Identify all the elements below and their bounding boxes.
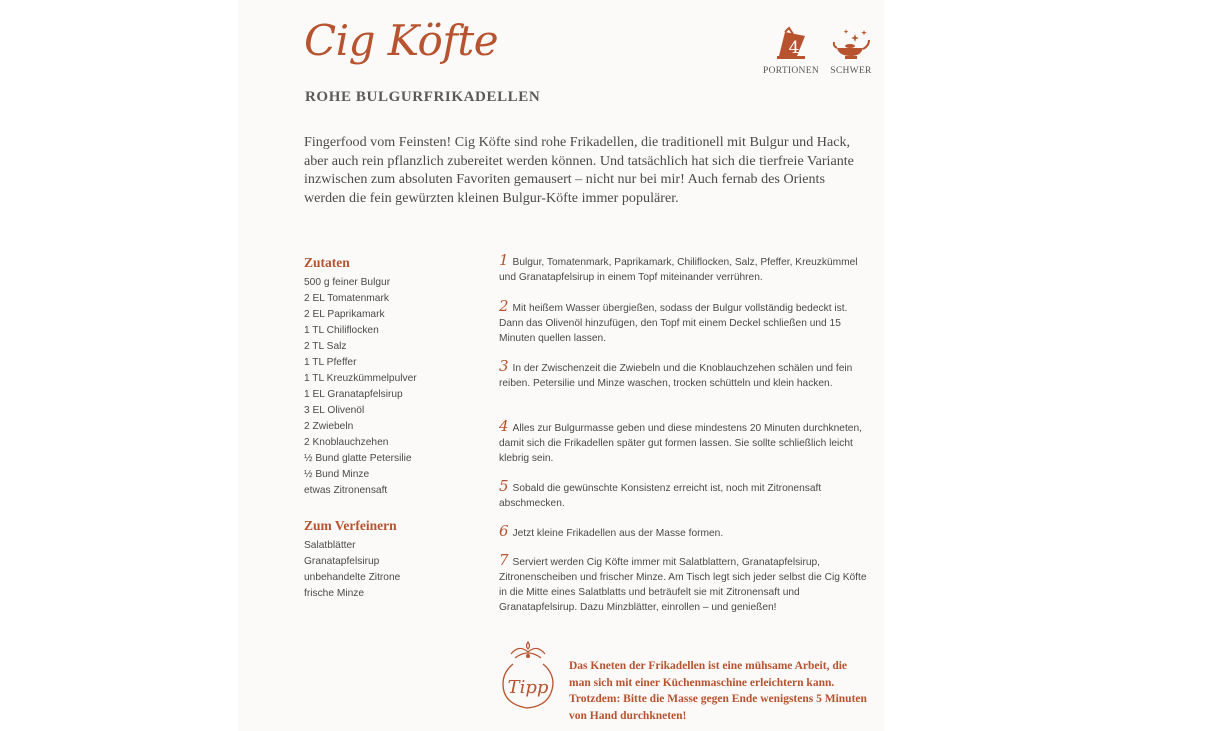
step-text: Mit heißem Wasser übergießen, sodass der Bulgur vollständig bedeckt ist. Dann das Olivenöl hinzufügen, den Topf mit einem Deckel schließen und 15 Minuten quellen lassen. [499,303,848,344]
ingredient-item: 1 TL Pfeffer [304,357,357,368]
step-text: Serviert werden Cig Köfte immer mit Salatblattern, Granatapfelsirup, Zitronenscheiben und frischer Minze. Am Tisch legt sich jeder selbst die Cig Köfte in die Mitte eines Salatblatts und beträufelt sie mit Zitronensaft und Granatapfelsirup. Dazu Minzblätter, einrollen – und genießen! [499,557,867,613]
ingredient-item: 1 EL Granatapfelsirup [304,389,403,400]
step-number: 7 [499,551,509,569]
difficulty-badge [821,26,881,76]
refine-item: frische Minze [304,588,365,599]
refine-item: Salatblätter [304,540,356,551]
ingredient-item: 2 Zwiebeln [304,421,354,432]
ingredient-item: 3 EL Olivenöl [304,405,365,416]
refine-list [304,538,400,602]
servings-badge [761,26,821,76]
ingredient-item: 2 EL Tomatenmark [304,293,389,304]
recipe-title: Cig Köfte [304,16,499,65]
step-item [499,253,871,285]
step-number: 1 [499,251,509,269]
step-item [499,299,871,346]
ingredient-item: 2 TL Salz [304,341,347,352]
ingredient-item: 500 g feiner Bulgur [304,277,391,288]
tipp-text: Das Kneten der Frikadellen ist eine mühsame Arbeit, die man sich mit einer Küchenmaschine erleichtern kann. Trotzdem: Bitte die Masse gegen Ende wenigstens 5 Minuten von Hand durchkneten! [569,660,867,722]
ingredient-item: ½ Bund Minze [304,469,370,480]
step-number: 2 [499,297,509,315]
tipp-label: Tipp [507,677,549,698]
servings-hat-icon [771,26,811,64]
step-item [499,419,871,466]
tipp-ornament-icon [497,638,559,712]
ingredients-list [304,275,417,499]
step-number: 4 [499,417,509,435]
step-item [499,479,871,511]
ingredient-item: etwas Zitronensaft [304,485,388,496]
servings-label: PORTIONEN [763,66,819,76]
ingredient-item: 2 EL Paprikamark [304,309,385,320]
step-item [499,524,871,541]
ingredient-item: 1 TL Chiliflocken [304,325,379,336]
step-text: Alles zur Bulgurmasse geben und diese mindestens 20 Minuten durchkneten, damit sich die Frikadellen später gut formen lassen. Sie sollte schließlich leicht klebrig sein. [499,423,862,464]
ingredient-item: 1 TL Kreuzkümmelpulver [304,373,417,384]
difficulty-label: SCHWER [830,66,872,76]
intro-paragraph: Fingerfood vom Feinsten! Cig Köfte sind rohe Frikadellen, die traditionell mit Bulgur und Hack, aber auch rein pflanzlich zubereitet werden können. Und tatsächlich hat sich die tierfreie Variante inzwischen zum absoluten Favoriten gemausert – nicht nur bei mir! Auch fernab des Orients werden die fein gewürzten kleinen Bulgur-Köfte immer populärer. [304,134,854,206]
step-item [499,359,871,391]
step-text: Sobald die gewünschte Konsistenz erreicht ist, noch mit Zitronensaft abschmecken. [499,483,822,509]
refine-item: unbehandelte Zitrone [304,572,401,583]
refine-item: Granatapfelsirup [304,556,380,567]
step-text: Jetzt kleine Frikadellen aus der Masse formen. [512,528,724,539]
step-number: 5 [499,477,509,495]
step-number: 6 [499,522,509,540]
ingredient-item: 2 Knoblauchzehen [304,437,389,448]
ingredients-heading: Zutaten [304,255,350,270]
step-item [499,553,871,615]
refine-heading: Zum Verfeinern [304,518,397,533]
servings-number: 4 [788,38,800,58]
step-text: In der Zwischenzeit die Zwiebeln und die Knoblauchzehen schälen und fein reiben. Petersilie und Minze waschen, trocken schütteln und klein hacken. [499,363,853,389]
step-text: Bulgur, Tomatenmark, Paprikamark, Chiliflocken, Salz, Pfeffer, Kreuzkümmel und Granatapfelsirup in einem Topf miteinander verrühren. [499,257,858,283]
magic-lamp-icon [831,26,871,64]
step-number: 3 [499,357,509,375]
recipe-subtitle: ROHE BULGURFRIKADELLEN [305,89,541,105]
ingredient-item: ½ Bund glatte Petersilie [304,453,412,464]
